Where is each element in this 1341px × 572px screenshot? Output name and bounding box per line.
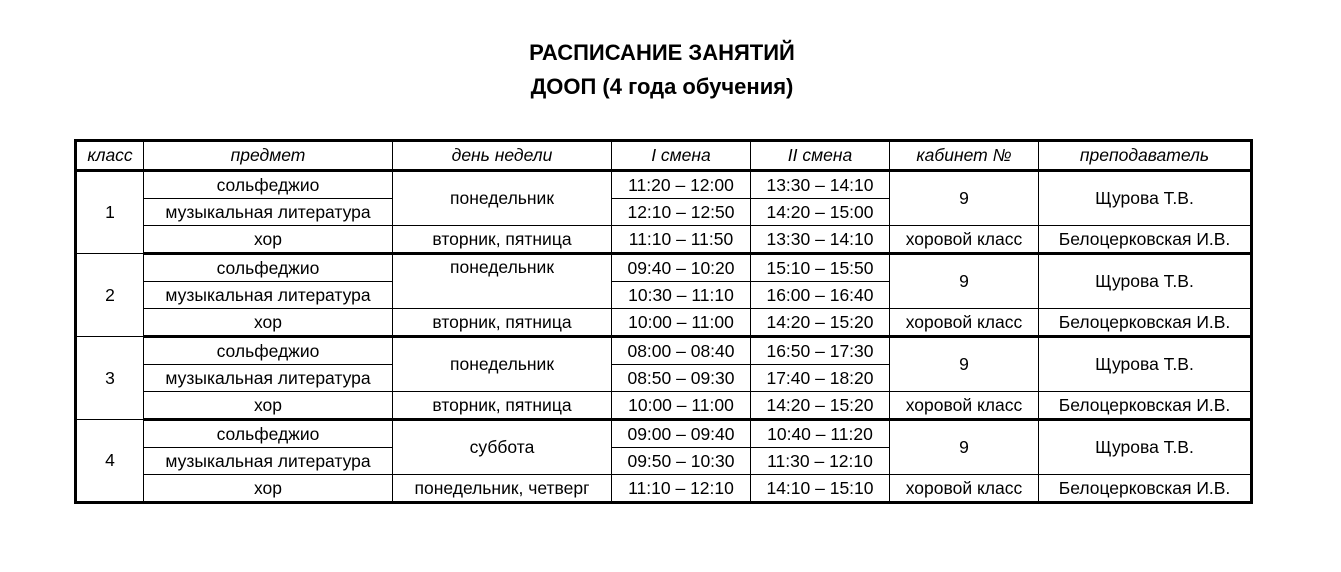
header-shift2: II смена	[751, 141, 890, 171]
subject-cell: сольфеджио	[144, 171, 393, 199]
grade-cell: 4	[76, 420, 144, 503]
grade-cell: 2	[76, 254, 144, 337]
header-day: день недели	[393, 141, 612, 171]
day-cell: вторник, пятница	[393, 226, 612, 254]
shift2-cell: 13:30 – 14:10	[751, 171, 890, 199]
teacher-cell: Щурова Т.В.	[1039, 254, 1252, 309]
room-cell: 9	[890, 171, 1039, 226]
shift2-cell: 14:20 – 15:20	[751, 392, 890, 420]
table-row	[76, 254, 1252, 282]
subject-cell: хор	[144, 309, 393, 337]
teacher-cell: Белоцерковская И.В.	[1039, 309, 1252, 337]
shift1-cell: 08:50 – 09:30	[612, 365, 751, 392]
teacher-cell: Белоцерковская И.В.	[1039, 475, 1252, 503]
table-row	[76, 226, 1252, 254]
room-cell: хоровой класс	[890, 226, 1039, 254]
shift1-cell: 10:30 – 11:10	[612, 282, 751, 309]
header-room: кабинет №	[890, 141, 1039, 171]
day-cell: понедельник, четверг	[393, 475, 612, 503]
header-grade: класс	[76, 141, 144, 171]
subject-cell: музыкальная литература	[144, 365, 393, 392]
day-cell: понедельник	[393, 171, 612, 226]
room-cell: 9	[890, 337, 1039, 392]
subject-cell: хор	[144, 392, 393, 420]
header-shift1: I смена	[612, 141, 751, 171]
room-cell: 9	[890, 254, 1039, 309]
shift1-cell: 11:10 – 11:50	[612, 226, 751, 254]
day-cell: понедельник	[393, 337, 612, 392]
grade-cell: 1	[76, 171, 144, 254]
shift1-cell: 08:00 – 08:40	[612, 337, 751, 365]
shift2-cell: 10:40 – 11:20	[751, 420, 890, 448]
teacher-cell: Щурова Т.В.	[1039, 171, 1252, 226]
teacher-cell: Щурова Т.В.	[1039, 337, 1252, 392]
room-cell: хоровой класс	[890, 475, 1039, 503]
page-title	[0, 36, 1324, 104]
subject-cell: сольфеджио	[144, 254, 393, 282]
table-row	[76, 475, 1252, 503]
room-cell: хоровой класс	[890, 392, 1039, 420]
table-row	[76, 420, 1252, 448]
shift1-cell: 09:40 – 10:20	[612, 254, 751, 282]
schedule-table	[74, 139, 1253, 504]
header-row	[76, 141, 1252, 171]
table-row	[76, 171, 1252, 199]
subject-cell: музыкальная литература	[144, 282, 393, 309]
shift2-cell: 16:50 – 17:30	[751, 337, 890, 365]
room-cell: 9	[890, 420, 1039, 475]
subject-cell: сольфеджио	[144, 420, 393, 448]
shift2-cell: 14:20 – 15:00	[751, 199, 890, 226]
title-line-2: ДООП (4 года обучения)	[530, 74, 794, 99]
table-row	[76, 392, 1252, 420]
shift1-cell: 11:10 – 12:10	[612, 475, 751, 503]
subject-cell: хор	[144, 226, 393, 254]
table-row	[76, 337, 1252, 365]
table-row	[76, 309, 1252, 337]
grade-cell: 3	[76, 337, 144, 420]
shift2-cell: 14:10 – 15:10	[751, 475, 890, 503]
day-cell: вторник, пятница	[393, 309, 612, 337]
day-cell: вторник, пятница	[393, 392, 612, 420]
title-line-1: РАСПИСАНИЕ ЗАНЯТИЙ	[529, 40, 795, 65]
shift2-cell: 16:00 – 16:40	[751, 282, 890, 309]
teacher-cell: Щурова Т.В.	[1039, 420, 1252, 475]
shift1-cell: 11:20 – 12:00	[612, 171, 751, 199]
shift2-cell: 15:10 – 15:50	[751, 254, 890, 282]
shift1-cell: 10:00 – 11:00	[612, 392, 751, 420]
teacher-cell: Белоцерковская И.В.	[1039, 392, 1252, 420]
subject-cell: сольфеджио	[144, 337, 393, 365]
shift2-cell: 14:20 – 15:20	[751, 309, 890, 337]
shift2-cell: 17:40 – 18:20	[751, 365, 890, 392]
subject-cell: хор	[144, 475, 393, 503]
teacher-cell: Белоцерковская И.В.	[1039, 226, 1252, 254]
header-subject: предмет	[144, 141, 393, 171]
shift2-cell: 11:30 – 12:10	[751, 448, 890, 475]
day-cell: суббота	[393, 420, 612, 475]
shift1-cell: 10:00 – 11:00	[612, 309, 751, 337]
room-cell: хоровой класс	[890, 309, 1039, 337]
shift1-cell: 09:00 – 09:40	[612, 420, 751, 448]
shift1-cell: 12:10 – 12:50	[612, 199, 751, 226]
subject-cell: музыкальная литература	[144, 448, 393, 475]
shift2-cell: 13:30 – 14:10	[751, 226, 890, 254]
subject-cell: музыкальная литература	[144, 199, 393, 226]
day-cell: понедельник	[393, 254, 612, 309]
header-teacher: преподаватель	[1039, 141, 1252, 171]
shift1-cell: 09:50 – 10:30	[612, 448, 751, 475]
